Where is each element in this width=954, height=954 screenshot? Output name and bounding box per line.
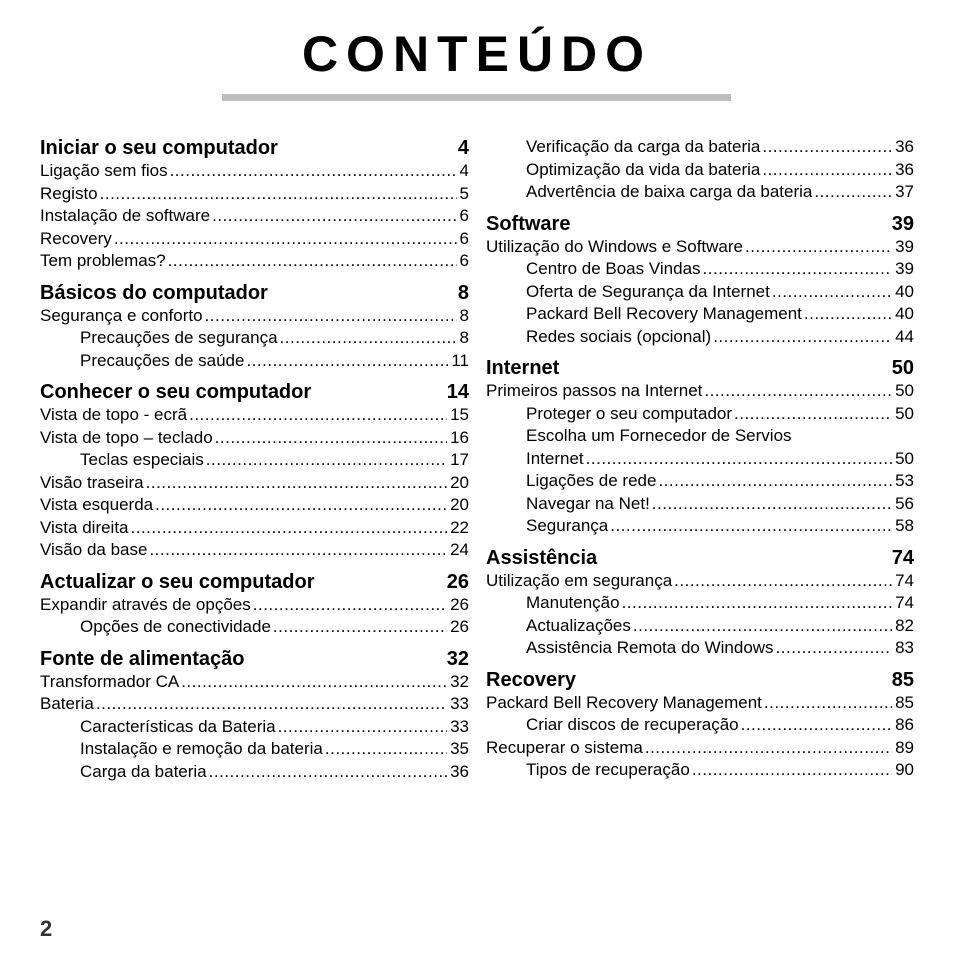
dot-leader [189, 404, 447, 427]
dot-leader [713, 326, 892, 349]
dot-leader [804, 303, 892, 326]
toc-entry-title: Instalação de software [40, 206, 211, 225]
toc-continued-entries [486, 136, 914, 204]
toc-entry-page: 39 [895, 259, 914, 278]
toc-entry-page: 37 [895, 182, 914, 201]
section-title: Iniciar o seu computador [40, 137, 278, 159]
toc-subentry[interactable] [40, 449, 469, 472]
toc-entry-title: Precauções de segurança [80, 328, 278, 347]
toc-entry[interactable] [40, 205, 469, 228]
toc-subentry[interactable] [40, 761, 469, 784]
dot-leader [114, 228, 457, 251]
dot-leader [280, 327, 457, 350]
toc-entry-title: Ligações de rede [526, 471, 657, 490]
toc-entry-title: Precauções de saúde [80, 350, 245, 370]
toc-entry-title: Carga da bateria [80, 761, 207, 781]
toc-entry-title: Navegar na Net! [526, 493, 650, 513]
toc-section-heading[interactable] [40, 281, 469, 305]
toc-entry-page: 11 [451, 350, 469, 370]
toc-entry[interactable] [40, 183, 469, 206]
dot-leader [181, 671, 447, 694]
toc-right-column [486, 136, 914, 782]
dot-leader [278, 716, 447, 739]
toc-entry-page: 50 [895, 403, 914, 423]
toc-section [40, 380, 469, 562]
toc-entry-page: 89 [895, 737, 914, 757]
toc-entry-page: 44 [895, 326, 914, 346]
toc-entry[interactable] [486, 570, 914, 593]
dot-leader [170, 160, 457, 183]
toc-subentry[interactable] [486, 615, 914, 638]
toc-entry-page: 8 [459, 328, 469, 347]
toc-section [486, 668, 914, 782]
toc-entry-page: 86 [895, 715, 914, 734]
toc-entry-title: Segurança [526, 516, 609, 535]
toc-entry-title: Vista de topo – teclado [40, 427, 213, 447]
toc-section [40, 136, 469, 273]
toc-entry-page: 26 [450, 594, 469, 614]
toc-entry-title: Packard Bell Recovery Management [486, 692, 762, 712]
toc-subentry[interactable] [486, 425, 914, 448]
toc-entry-title: Recuperar o sistema [486, 737, 643, 757]
page-number: 2 [40, 916, 53, 941]
toc-entry-page: 6 [459, 206, 469, 225]
dot-leader [703, 258, 893, 281]
toc-subentry[interactable] [40, 738, 469, 761]
toc-entry-title: Segurança e conforto [40, 305, 203, 325]
toc-entry-page: 50 [895, 381, 914, 400]
dot-leader [100, 183, 457, 206]
section-title: Conhecer o seu computador [40, 381, 312, 403]
dot-leader [692, 759, 892, 782]
dot-leader [610, 515, 892, 538]
toc-entry-title: Proteger o seu computador [526, 403, 733, 423]
toc-entry-title: Visão da base [40, 540, 148, 559]
section-page: 14 [446, 381, 469, 403]
dot-leader [131, 517, 448, 540]
toc-subentry[interactable] [40, 716, 469, 739]
toc-entry[interactable] [486, 692, 914, 715]
dot-leader [206, 449, 447, 472]
toc-entry-title: Assistência Remota do Windows [526, 638, 774, 657]
toc-entry-page: 6 [459, 251, 469, 270]
toc-subentry[interactable] [486, 403, 914, 426]
toc-entry-page: 20 [450, 472, 469, 492]
section-page: 39 [891, 212, 914, 235]
toc-entry-title: Criar discos de recuperação [526, 715, 739, 734]
toc-entry[interactable] [40, 539, 469, 562]
toc-entry-title: Recovery [40, 228, 112, 248]
toc-entry-page: 22 [450, 517, 469, 537]
toc-entry[interactable] [40, 228, 469, 251]
toc-entry-title: Ligação sem fios [40, 161, 168, 180]
section-page: 26 [446, 570, 469, 593]
dot-leader [814, 181, 892, 204]
section-page: 50 [891, 357, 914, 379]
toc-subentry[interactable] [40, 327, 469, 350]
toc-entry-title: Visão traseira [40, 472, 144, 492]
toc-entry-page: 39 [895, 236, 914, 256]
dot-leader [674, 570, 892, 593]
dot-leader [155, 494, 447, 517]
toc-entry[interactable] [40, 404, 469, 427]
toc-entry[interactable] [486, 380, 914, 403]
dot-leader [325, 738, 447, 761]
section-page: 32 [446, 647, 469, 670]
toc-section [486, 356, 914, 538]
dot-leader [205, 305, 457, 328]
toc-entry-title: Características da Bateria [80, 716, 276, 736]
dot-leader [776, 637, 893, 660]
toc-entry-page: 56 [895, 493, 914, 513]
dot-leader [645, 737, 892, 760]
toc-entry-title: Vista direita [40, 517, 129, 537]
toc-entry-title: Tipos de recuperação [526, 760, 690, 779]
toc-entry-title: Registo [40, 183, 98, 203]
toc-entry-page: 8 [459, 305, 469, 325]
toc-entry[interactable] [40, 305, 469, 328]
dot-leader [772, 281, 892, 304]
toc-entry[interactable] [40, 517, 469, 540]
toc-section-heading[interactable] [40, 136, 469, 160]
toc-section-heading[interactable] [486, 546, 914, 570]
dot-leader [762, 136, 892, 159]
dot-leader [146, 472, 447, 495]
toc-section [486, 212, 914, 349]
toc-subentry[interactable] [486, 515, 914, 538]
title-divider [222, 94, 731, 101]
toc-entry-page: 15 [450, 405, 469, 424]
toc-section [40, 647, 469, 784]
toc-entry-title: Tem problemas? [40, 251, 166, 270]
section-title: Recovery [486, 668, 577, 691]
toc-entry-title: Advertência de baixa carga da bateria [526, 182, 813, 201]
dot-leader [212, 205, 456, 228]
toc-entry-title: Actualizações [526, 615, 631, 635]
toc-entry-page: 74 [895, 570, 914, 590]
toc-section [40, 281, 469, 373]
section-page: 4 [457, 137, 469, 159]
dot-leader [734, 403, 892, 426]
toc-entry-title: Transformador CA [40, 671, 180, 691]
toc-entry-page: 4 [459, 161, 469, 180]
toc-entry-title: Utilização em segurança [486, 570, 673, 590]
toc-entry-page: 26 [450, 617, 469, 636]
toc-entry-title: Manutenção [526, 593, 620, 612]
section-title: Actualizar o seu computador [40, 570, 315, 593]
section-page: 8 [457, 281, 469, 304]
toc-entry-title: Verificação da carga da bateria [526, 137, 761, 156]
section-title: Assistência [486, 546, 598, 569]
toc-entry-page: 36 [895, 159, 914, 179]
toc-section-heading[interactable] [486, 356, 914, 380]
toc-section-heading[interactable] [486, 212, 914, 236]
toc-entry-title: Opções de conectividade [80, 617, 271, 636]
toc-subentry[interactable] [486, 493, 914, 516]
dot-leader [168, 250, 457, 273]
toc-subentry[interactable] [486, 470, 914, 493]
section-page: 74 [891, 546, 914, 569]
toc-subentry[interactable] [40, 616, 469, 639]
toc-entry-title: Vista de topo - ecrã [40, 405, 188, 424]
dot-leader [622, 592, 893, 615]
toc-entry-page: 32 [450, 671, 469, 691]
section-title: Fonte de alimentação [40, 647, 245, 670]
toc-entry-page: 83 [895, 638, 914, 657]
dot-leader [246, 350, 448, 373]
toc-entry-page: 6 [459, 228, 469, 248]
toc-entry-page: 50 [895, 448, 914, 468]
toc-entry-page: 36 [450, 761, 469, 781]
toc-section [486, 546, 914, 660]
toc-entry[interactable] [40, 160, 469, 183]
toc-subentry[interactable] [486, 326, 914, 349]
toc-entry-page: 16 [450, 427, 469, 447]
toc-entry-page: 53 [895, 471, 914, 490]
toc-entry-page: 85 [895, 692, 914, 712]
toc-subentry[interactable] [486, 281, 914, 304]
toc-subentry[interactable] [486, 759, 914, 782]
toc-entry-page: 5 [459, 183, 469, 203]
dot-leader [215, 427, 447, 450]
toc-section-heading[interactable] [40, 570, 469, 594]
toc-subentry[interactable] [486, 714, 914, 737]
toc-subentry[interactable] [486, 136, 914, 159]
toc-subentry[interactable] [486, 303, 914, 326]
toc-entry-title: Primeiros passos na Internet [486, 381, 703, 400]
toc-entry-title: Optimização da vida da bateria [526, 159, 761, 179]
toc-section-heading[interactable] [40, 380, 469, 404]
toc-entry-page: 33 [450, 716, 469, 736]
section-title: Internet [486, 357, 560, 379]
toc-entry-page: 90 [895, 760, 914, 779]
toc-left-column [40, 136, 469, 783]
dot-leader [149, 539, 447, 562]
toc-section-heading[interactable] [40, 647, 469, 671]
toc-entry[interactable] [486, 737, 914, 760]
toc-entry-page: 33 [450, 694, 469, 713]
dot-leader [586, 448, 892, 471]
toc-entry-page: 82 [895, 615, 914, 635]
toc-entry-page: 40 [895, 304, 914, 323]
toc-subentry[interactable] [40, 350, 469, 373]
dot-leader [652, 493, 892, 516]
toc-entry-title: Expandir através de opções [40, 594, 251, 614]
toc-section-heading[interactable] [486, 668, 914, 692]
toc-entry[interactable] [40, 693, 469, 716]
dot-leader [633, 615, 892, 638]
section-page: 85 [891, 668, 914, 691]
toc-entry-title: Bateria [40, 694, 94, 713]
toc-entry-title: Vista esquerda [40, 495, 154, 514]
toc-subentry[interactable] [486, 159, 914, 182]
dot-leader [762, 159, 892, 182]
dot-leader [273, 616, 447, 639]
toc-subentry[interactable] [486, 592, 914, 615]
toc-entry-title: Teclas especiais [80, 450, 204, 469]
toc-entry-title: Instalação e remoção da bateria [80, 739, 323, 758]
dot-leader [658, 470, 892, 493]
section-title: Básicos do computador [40, 281, 268, 304]
toc-section [40, 570, 469, 639]
toc-entry-page: 36 [895, 137, 914, 156]
toc-subentry[interactable] [486, 637, 914, 660]
toc-entry-page: 40 [895, 281, 914, 301]
toc-subentry[interactable] [486, 181, 914, 204]
dot-leader [209, 761, 447, 784]
toc-entry-page: 24 [450, 540, 469, 559]
dot-leader [704, 380, 892, 403]
toc-entry[interactable] [486, 236, 914, 259]
toc-entry-title: Centro de Boas Vindas [526, 259, 701, 278]
toc-entry[interactable] [40, 472, 469, 495]
toc-entry-page: 17 [450, 450, 469, 469]
dot-leader [745, 236, 892, 259]
dot-leader [253, 594, 447, 617]
dot-leader [741, 714, 892, 737]
page-title: CONTEÚDO [301, 26, 653, 82]
toc-entry-page: 74 [895, 593, 914, 612]
toc-entry[interactable] [40, 594, 469, 617]
toc-entry-title: Redes sociais (opcional) [526, 326, 712, 346]
toc-entry-title: Oferta de Segurança da Internet [526, 281, 770, 301]
toc-entry[interactable] [40, 427, 469, 450]
toc-entry-title: Packard Bell Recovery Management [526, 304, 802, 323]
toc-entry[interactable] [40, 671, 469, 694]
dot-leader [764, 692, 892, 715]
toc-subentry[interactable] [486, 448, 914, 471]
toc-entry-title: Escolha um Fornecedor de Servios [526, 426, 792, 445]
toc-entry-title: Internet [526, 448, 584, 468]
toc-entry-page: 35 [450, 739, 469, 758]
toc-entry-title: Utilização do Windows e Software [486, 236, 744, 256]
toc-entry-page: 20 [450, 495, 469, 514]
section-title: Software [486, 212, 571, 235]
toc-entry[interactable] [40, 494, 469, 517]
dot-leader [96, 693, 447, 716]
toc-entry[interactable] [40, 250, 469, 273]
toc-subentry[interactable] [486, 258, 914, 281]
toc-entry-page: 58 [895, 516, 914, 535]
